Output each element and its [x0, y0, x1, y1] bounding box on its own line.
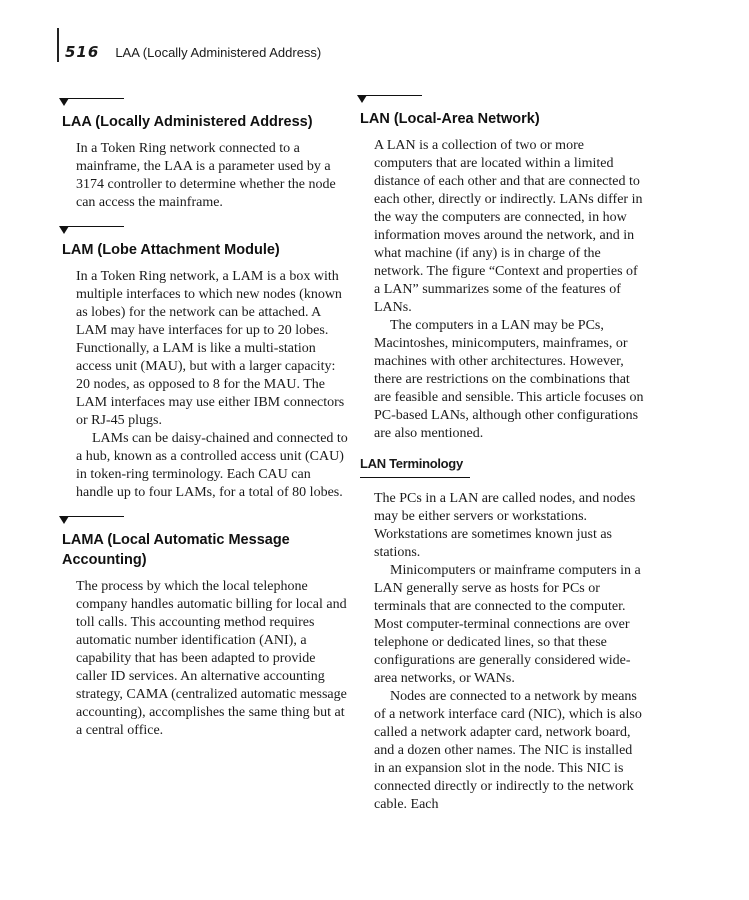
subsection-rule: [360, 477, 470, 478]
entry-title: LAM (Lobe Attachment Module): [62, 242, 280, 258]
entry-lan: [360, 95, 645, 814]
page-number: 516: [65, 43, 100, 61]
entry-laa: [62, 98, 348, 212]
paragraph: Minicomputers or mainframe computers in a LAN generally serve as hosts for PCs or terminals that are connected to the computer. Most computer-terminal connections are over telephone or dedicated lines, so that these configurations are generally considered wide-area networks, or WANs.: [374, 563, 641, 686]
paragraph: Nodes are connected to a network by means of a network interface card (NIC), which is also called a network adapter card, network board, and a dozen other names. The NIC is installed in an expansion slot in the node. This NIC is connected directly or indirectly to the network cable. Each: [374, 689, 642, 812]
entry-marker: [62, 98, 348, 110]
page-header: [57, 28, 321, 62]
running-title: LAA (Locally Administered Address): [115, 45, 322, 60]
entry-title: LAN (Local-Area Network): [360, 111, 540, 127]
paragraph: The PCs in a LAN are called nodes, and nodes may be either servers or workstations. Workstations are sometimes known just as stations.: [374, 491, 636, 560]
paragraph: In a Token Ring network connected to a mainframe, the LAA is a parameter used by a 3174 controller to determine whether the node can access the mainframe.: [76, 141, 336, 210]
entry-title: LAA (Locally Administered Address): [62, 114, 313, 130]
right-column: [360, 95, 645, 828]
entry-title: LAMA (Local Automatic Message Accounting): [62, 532, 290, 568]
paragraph: LAMs can be daisy-chained and connected to a hub, known as a controlled access unit (CAU) in token-ring terminology. Each CAU can handle up to four LAMs, for a total of 80 lobes.: [76, 431, 348, 500]
entry-marker: [62, 516, 348, 528]
entry-lama: [62, 516, 348, 740]
entry-marker: [62, 226, 348, 238]
subsection-title: LAN Terminology: [360, 456, 463, 471]
paragraph: The computers in a LAN may be PCs, Macintoshes, minicomputers, mainframes, or machines with other architectures. However, there are restrictions on the combinations that are feasible and sensible. This article focuses on PC-based LANs, although other configurations are also mentioned.: [374, 318, 644, 441]
paragraph: A LAN is a collection of two or more computers that are located within a limited distance of each other and that are connected to each other, directly or indirectly. LANs differ in the way the computers are connected, in how information moves around the network, and in what machine (if any) is in charge of the network. The figure “Context and properties of a LAN” summarizes some of the features of LANs.: [374, 138, 643, 315]
left-column: [62, 98, 348, 754]
paragraph: The process by which the local telephone company handles automatic billing for local and toll calls. This accounting method requires automatic number identification (ANI), a capability that has been adapted to provide caller ID services. An alternative accounting strategy, CAMA (centralized automatic message accounting), accomplishes the same thing but at a central office.: [76, 579, 347, 738]
entry-marker: [360, 95, 645, 107]
paragraph: In a Token Ring network, a LAM is a box with multiple interfaces to which new nodes (known as lobes) for the network can be attached. A LAM may have interfaces for up to 20 lobes. Functionally, a LAM is like a multi-station access unit (MAU), but with a larger capacity: 20 nodes, as opposed to 8 for the MAU. The LAM interfaces may use either IBM connectors or RJ-45 plugs.: [76, 269, 345, 428]
entry-lam: [62, 226, 348, 502]
